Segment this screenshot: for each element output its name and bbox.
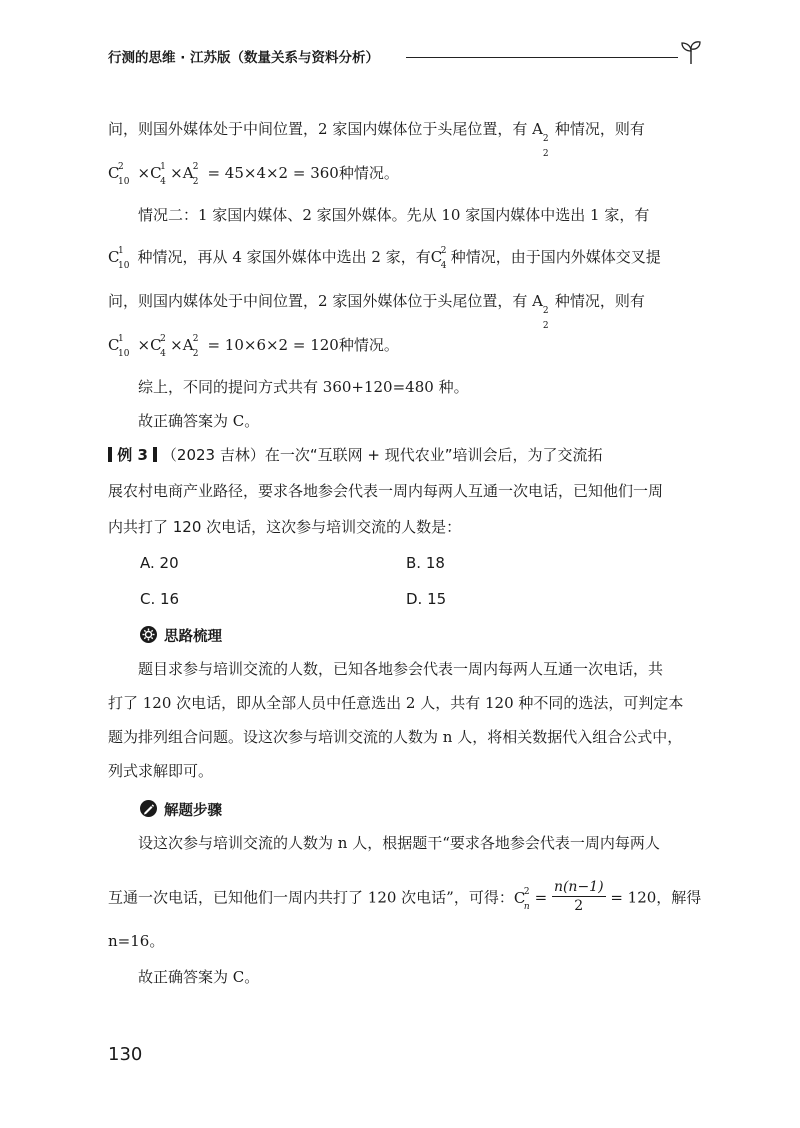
thinking-line: 题为排列组合问题。设这次参与培训交流的人数为 n 人，将相关数据代入组合公式中， [108, 728, 683, 746]
text: 种情况，再从 4 家国外媒体中选出 2 家，有 [137, 248, 431, 266]
text: 种情况，则有 [554, 120, 645, 138]
formula-result: = 10×6×2 = 120种情况。 [202, 336, 399, 354]
text: 种情况，则有 [554, 292, 645, 310]
gear-icon [140, 626, 157, 643]
case2-line2: C 1 10 种情况，再从 4 家国外媒体中选出 2 家，有C 2 4 种情况，由于国内外媒体交叉提 [108, 246, 661, 271]
answer-line: 故正确答案为 C。 [138, 968, 260, 986]
formula-case2: C 1 10 ×C 2 4 ×A 2 2 = 10×6×2 = 120种情况。 [108, 334, 399, 359]
book-title: 行测的思维 · 江苏版（数量关系与资料分析） [108, 50, 380, 66]
example-tag: 例 3 [108, 446, 157, 464]
sub: 2 [542, 149, 549, 159]
section-title: 思路梳理 [164, 629, 222, 645]
example-line1 [108, 444, 708, 466]
sup: 2 [542, 134, 549, 144]
running-header [108, 40, 698, 70]
pen-icon [140, 800, 157, 817]
text: = 120，解得 [605, 888, 702, 907]
case2-line3: 问，则国内媒体处于中间位置，2 家国外媒体位于头尾位置，有 A 2 2 种情况，则有 [108, 292, 645, 331]
case2-line1 [108, 204, 738, 226]
text: 问，则国外媒体处于中间位置，2 家国内媒体位于头尾位置，有 A [108, 120, 543, 138]
sprout-icon [680, 40, 702, 66]
steps-line1: 设这次参与培训交流的人数为 n 人，根据题干“要求各地参会代表一周内每两人 [138, 834, 660, 852]
thinking-line: 列式求解即可。 [108, 762, 214, 780]
text: 种情况，由于国内外媒体交叉提 [450, 248, 661, 266]
thinking-line: 打了 120 次电话，即从全部人员中任意选出 2 人，共有 120 种不同的选法，可判定本 [108, 694, 684, 712]
formula-result: = 45×4×2 = 360种情况。 [202, 164, 399, 182]
text: 情况二：1 家国内媒体、2 家国外媒体。先从 10 家国内媒体中选出 1 家，有 [138, 206, 650, 224]
text: 互通一次电话，已知他们一周内共打了 120 次电话”，可得： [108, 888, 514, 907]
option-b: B. 18 [406, 554, 445, 572]
formula-case1: C 2 10 ×C 1 4 ×A 2 2 = 45×4×2 = 360种情况。 [108, 162, 399, 187]
example-line3: 内共打了 120 次电话，这次参与培训交流的人数是： [108, 518, 462, 536]
example-line2: 展农村电商产业路径，要求各地参会代表一周内每两人互通一次电话，已知他们一周 [108, 482, 664, 500]
thinking-line: 题目求参与培训交流的人数，已知各地参会代表一周内每两人互通一次电话，共 [138, 660, 664, 678]
text: 问，则国内媒体处于中间位置，2 家国外媒体位于头尾位置，有 A [108, 292, 543, 310]
steps-line2: 互通一次电话，已知他们一周内共打了 120 次电话”，可得：C 2 n = $\frac{n(n-1)}{2}$ = 120，解得 [108, 879, 702, 914]
paragraph-line [108, 118, 708, 159]
option-a: A. 20 [140, 554, 179, 572]
header-rule [406, 57, 678, 58]
option-d: D. 15 [406, 590, 447, 608]
page-number: 130 [108, 1044, 143, 1065]
answer-line: 故正确答案为 C。 [138, 412, 260, 430]
option-c: C. 16 [140, 590, 180, 608]
section-title: 解题步骤 [164, 803, 222, 819]
text: （2023 吉林）在一次“互联网 + 现代农业”培训会后，为了交流拓 [161, 446, 603, 464]
summary-line: 综上，不同的提问方式共有 360+120=480 种。 [138, 378, 469, 396]
fraction: $\frac{n(n-1)}{2}$ [553, 879, 604, 914]
steps-line3: n=16。 [108, 932, 165, 950]
